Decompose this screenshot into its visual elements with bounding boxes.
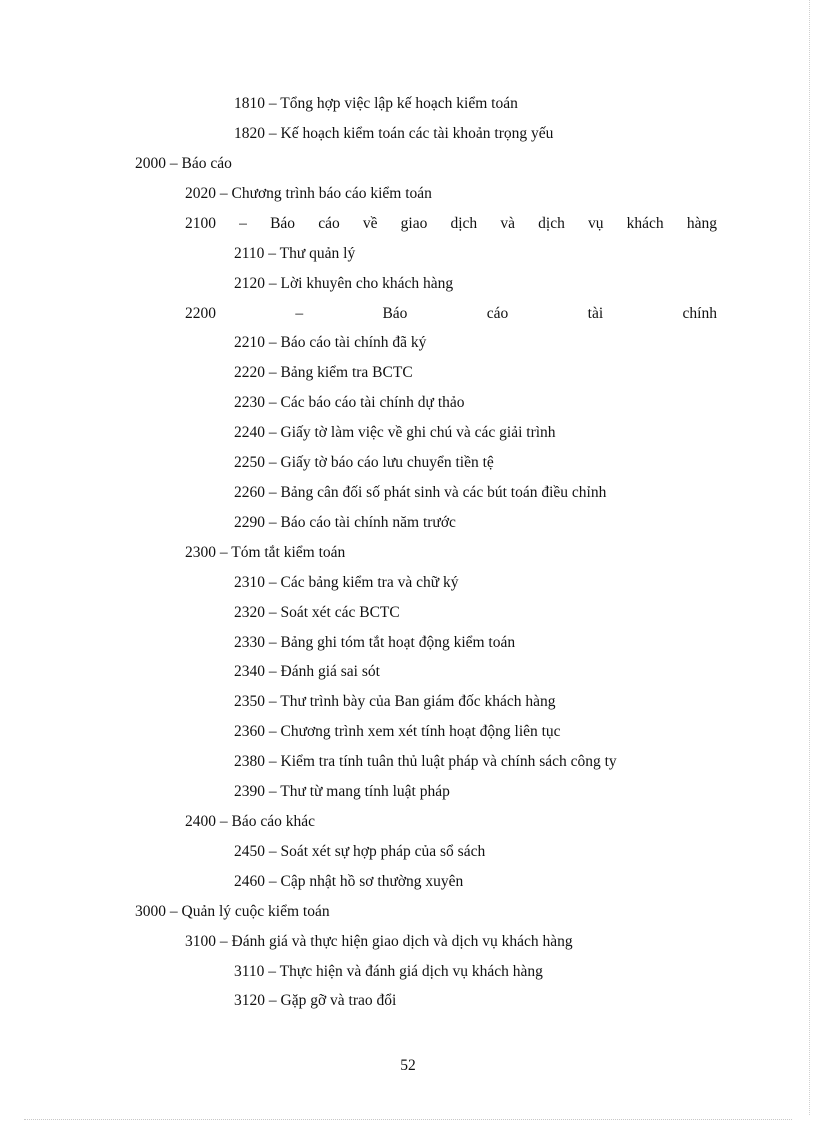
justified-word: dịch: [538, 215, 565, 232]
justified-word: 2200: [185, 305, 216, 322]
outline-item-2100: [185, 214, 717, 234]
outline-item-2460: 2460 – Cập nhật hồ sơ thường xuyên: [234, 873, 464, 890]
outline-item-2210: 2210 – Báo cáo tài chính đã ký: [234, 334, 427, 351]
justified-word: chính: [682, 305, 717, 322]
outline-item-2330: 2330 – Bảng ghi tóm tắt hoạt động kiểm toán: [234, 634, 516, 651]
outline-item-2200: [185, 304, 717, 324]
outline-item-2310: 2310 – Các bảng kiểm tra và chữ ký: [234, 574, 459, 591]
justified-word: Báo: [270, 215, 296, 232]
page-number: 52: [400, 1057, 416, 1074]
justified-word: hàng: [686, 215, 717, 232]
outline-item-2360: 2360 – Chương trình xem xét tính hoạt động liên tục: [234, 723, 561, 740]
outline-heading-3000: 3000 – Quản lý cuộc kiểm toán: [135, 903, 330, 920]
justified-word: –: [239, 215, 247, 232]
justified-word: –: [295, 305, 304, 322]
justified-word: tài: [587, 305, 604, 322]
outline-item-3120: 3120 – Gặp gỡ và trao đổi: [234, 992, 397, 1009]
justified-word: về: [362, 215, 378, 232]
outline-item-2350: 2350 – Thư trình bày của Ban giám đốc khách hàng: [234, 693, 556, 710]
justified-word: dịch: [450, 215, 478, 232]
outline-item-2450: 2450 – Soát xét sự hợp pháp của sổ sách: [234, 843, 486, 860]
outline-item-2240: 2240 – Giấy tờ làm việc về ghi chú và các giải trình: [234, 424, 556, 441]
outline-item-2220: 2220 – Bảng kiểm tra BCTC: [234, 364, 413, 381]
outline-item-2250: 2250 – Giấy tờ báo cáo lưu chuyển tiền tệ: [234, 454, 494, 471]
justified-word: và: [500, 215, 515, 232]
outline-heading-2000: 2000 – Báo cáo: [135, 155, 232, 172]
justified-word: vụ: [587, 215, 604, 232]
outline-item-2320: 2320 – Soát xét các BCTC: [234, 604, 400, 621]
justified-word: cáo: [486, 305, 509, 322]
outline-item-2230: 2230 – Các báo cáo tài chính dự thảo: [234, 394, 465, 411]
justified-word: 2100: [185, 215, 216, 232]
page-border-right: [809, 0, 810, 1115]
justified-word: Báo: [382, 305, 408, 322]
outline-item-2400: 2400 – Báo cáo khác: [185, 813, 315, 830]
justified-word: giao: [400, 215, 428, 232]
outline-item-2340: 2340 – Đánh giá sai sót: [234, 663, 380, 680]
outline-item-3100: 3100 – Đánh giá và thực hiện giao dịch và dịch vụ khách hàng: [185, 933, 573, 950]
page-border-bottom: [24, 1119, 792, 1120]
outline-item-3110: 3110 – Thực hiện và đánh giá dịch vụ khách hàng: [234, 963, 543, 980]
justified-word: cáo: [318, 215, 340, 232]
outline-item-1820: 1820 – Kế hoạch kiểm toán các tài khoản trọng yếu: [234, 125, 554, 142]
outline-item-2110: 2110 – Thư quản lý: [234, 245, 356, 262]
outline-item-2260: 2260 – Bảng cân đối số phát sinh và các bút toán điều chỉnh: [234, 484, 607, 501]
outline-item-2390: 2390 – Thư từ mang tính luật pháp: [234, 783, 450, 800]
outline-item-2120: 2120 – Lời khuyên cho khách hàng: [234, 275, 454, 292]
outline-item-2300: 2300 – Tóm tắt kiểm toán: [185, 544, 346, 561]
outline-item-2020: 2020 – Chương trình báo cáo kiểm toán: [185, 185, 432, 202]
outline-item-2290: 2290 – Báo cáo tài chính năm trước: [234, 514, 456, 531]
outline-item-1810: 1810 – Tổng hợp việc lập kế hoạch kiểm toán: [234, 95, 518, 112]
outline-item-2380: 2380 – Kiểm tra tính tuân thủ luật pháp và chính sách công ty: [234, 753, 617, 770]
justified-word: khách: [626, 215, 664, 232]
